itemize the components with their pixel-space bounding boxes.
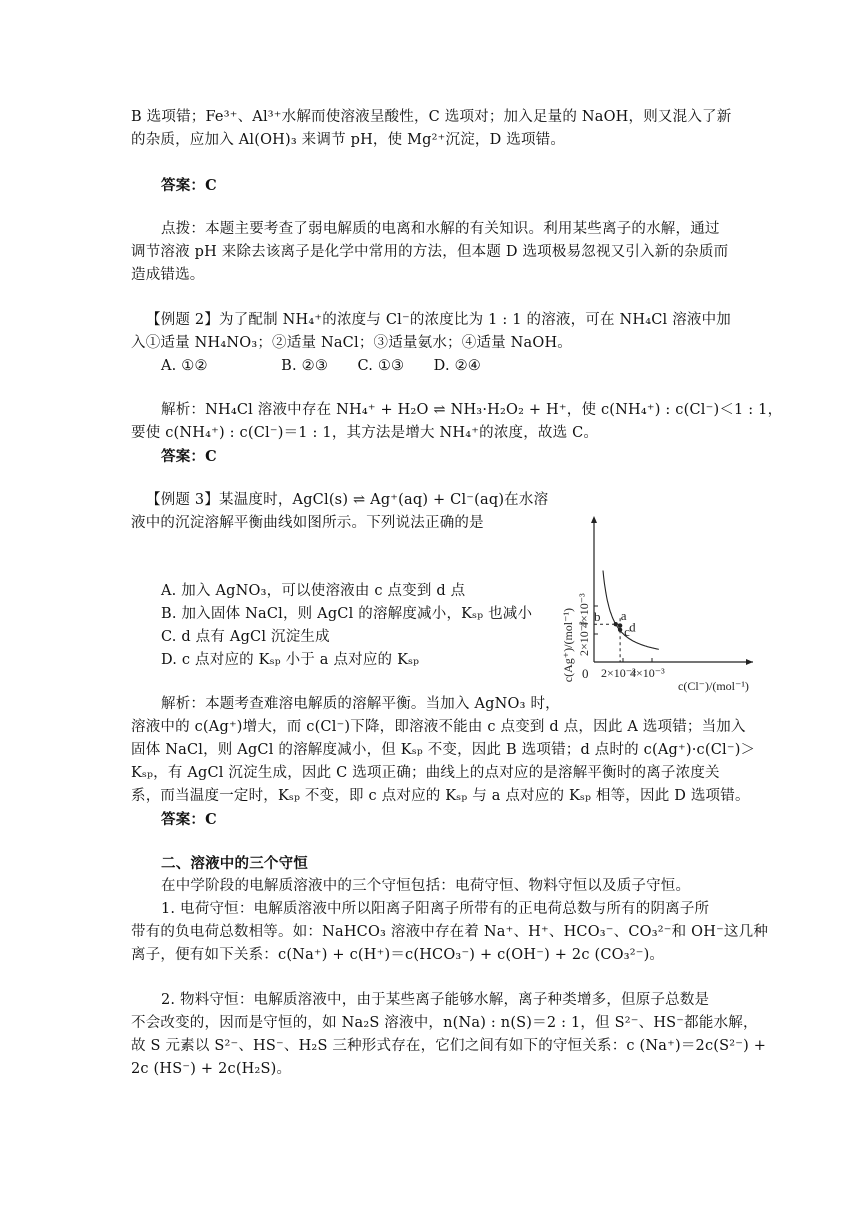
example-heading: 【例题 3】某温度时，AgCl(s) ⇌ Ag⁺(aq) + Cl⁻(aq)在水溶 xyxy=(146,492,549,508)
text-line: 带有的负电荷总数相等。如：NaHCO₃ 溶液中存在着 Na⁺、H⁺、HCO₃⁻、CO₃²⁻和 OH⁻这几种 xyxy=(131,924,769,940)
text-line: Kₛₚ，有 AgCl 沉淀生成，因此 C 选项正确；曲线上的点对应的是溶解平衡时的离子浓度关 xyxy=(131,765,720,781)
text-line: 1. 电荷守恒：电解质溶液中所以阳离子阳离子所带有的正电荷总数与所有的阴离子所 xyxy=(161,901,710,917)
point-label-c: c xyxy=(624,623,630,639)
analysis-line: 解析：本题考查难溶电解质的溶解平衡。当加入 AgNO₃ 时， xyxy=(161,696,560,712)
answer-line: 答案：C xyxy=(161,177,217,194)
text-line: 离子，便有如下关系：c(Na⁺) + c(H⁺)＝c(HCO₃⁻) + c(OH⁻) + 2c (CO₃²⁻)。 xyxy=(131,947,665,963)
text-line: 系，而当温度一定时，Kₛₚ 不变，即 c 点对应的 Kₛₚ 与 a 点对应的 Kₛₚ 相等，因此 D 选项错。 xyxy=(131,788,750,804)
point-label-b: b xyxy=(594,609,601,625)
point-a xyxy=(614,622,618,626)
y-axis-arrow xyxy=(591,516,597,523)
text-line: 固体 NaCl，则 AgCl 的溶解度减小，但 Kₛₚ 不变，因此 B 选项错；d 点时的 c(Ag⁺)·c(Cl⁻)＞ xyxy=(131,742,756,758)
answer-line: 答案：C xyxy=(161,448,217,465)
text-line: 2. 物料守恒：电解质溶液中，由于某些离子能够水解，离子种类增多，但原子总数是 xyxy=(161,992,710,1008)
x-axis-arrow xyxy=(746,659,753,665)
y-axis-label: c(Ag⁺)/(mol⁻¹) xyxy=(561,607,575,683)
y-tick-label: 4×10⁻³ xyxy=(577,593,591,628)
text-line: 故 S 元素以 S²⁻、HS⁻、H₂S 三种形式存在，它们之间有如下的守恒关系：c (Na⁺)＝2c(S²⁻) + xyxy=(131,1038,767,1054)
section-heading: 二、溶液中的三个守恒 xyxy=(161,855,308,872)
text-line: B 选项错；Fe³⁺、Al³⁺水解而使溶液呈酸性，C 选项对；加入足量的 NaOH，则又混入了新 xyxy=(131,109,732,125)
text-line: 调节溶液 pH 来除去该离子是化学中常用的方法，但本题 D 选项极易忽视又引入新的杂质而 xyxy=(131,244,729,260)
point-label-a: a xyxy=(620,608,627,624)
text-line: 液中的沉淀溶解平衡曲线如图所示。下列说法正确的是 xyxy=(131,515,484,531)
option-d: D. c 点对应的 Kₛₚ 小于 a 点对应的 Kₛₚ xyxy=(161,652,420,668)
solubility-curve xyxy=(603,571,659,650)
answer-line: 答案：C xyxy=(161,811,217,828)
option-b: B. 加入固体 NaCl，则 AgCl 的溶解度减小，Kₛₚ 也减小 xyxy=(161,606,533,622)
text-line: 入①适量 NH₄NO₃；②适量 NaCl；③适量氨水；④适量 NaOH。 xyxy=(131,335,572,351)
solubility-chart xyxy=(528,512,760,696)
text-line: 的杂质，应加入 Al(OH)₃ 来调节 pH，使 Mg²⁺沉淀，D 选项错。 xyxy=(131,132,566,148)
text-line: 要使 c(NH₄⁺) : c(Cl⁻)＝1 : 1，其方法是增大 NH₄⁺的浓度，故选 C。 xyxy=(131,425,599,441)
point-d xyxy=(618,623,622,627)
y-tick-label: 2×10⁻³ xyxy=(577,621,591,656)
example-heading: 【例题 2】为了配制 NH₄⁺的浓度与 Cl⁻的浓度比为 1 : 1 的溶液，可在 NH₄Cl 溶液中加 xyxy=(146,312,732,328)
text-line: 2c (HS⁻) + 2c(H₂S)。 xyxy=(131,1061,292,1077)
x-tick-label: 2×10⁻³ xyxy=(601,666,636,680)
option-a: A. 加入 AgNO₃，可以使溶液由 c 点变到 d 点 xyxy=(161,583,466,599)
x-tick-label: 4×10⁻³ xyxy=(630,666,665,680)
text-line: 造成错选。 xyxy=(131,267,205,283)
point-label-d: d xyxy=(629,619,636,635)
text-line: 在中学阶段的电解质溶液中的三个守恒包括：电荷守恒、物料守恒以及质子守恒。 xyxy=(161,878,691,894)
text-line: 溶液中的 c(Ag⁺)增大，而 c(Cl⁻)下降，即溶液不能由 c 点变到 d 点，因此 A 选项错；当加入 xyxy=(131,719,746,735)
origin-label: 0 xyxy=(582,666,589,681)
option-c: C. d 点有 AgCl 沉淀生成 xyxy=(161,629,330,645)
analysis-line: 解析：NH₄Cl 溶液中存在 NH₄⁺ + H₂O ⇌ NH₃·H₂O₂ + H⁺，使 c(NH₄⁺) : c(Cl⁻)＜1 : 1， xyxy=(161,402,783,418)
text-line: 不会改变的，因而是守恒的，如 Na₂S 溶液中，n(Na) : n(S)＝2 : 1，但 S²⁻、HS⁻都能水解， xyxy=(131,1015,758,1031)
x-axis-label: c(Cl⁻)/(mol⁻¹) xyxy=(678,679,749,693)
point-c xyxy=(618,628,622,632)
text-line: 点拨：本题主要考查了弱电解质的电离和水解的有关知识。利用某些离子的水解，通过 xyxy=(161,221,720,237)
options-line: A. ①② B. ②③ C. ①③ D. ②④ xyxy=(161,358,481,374)
